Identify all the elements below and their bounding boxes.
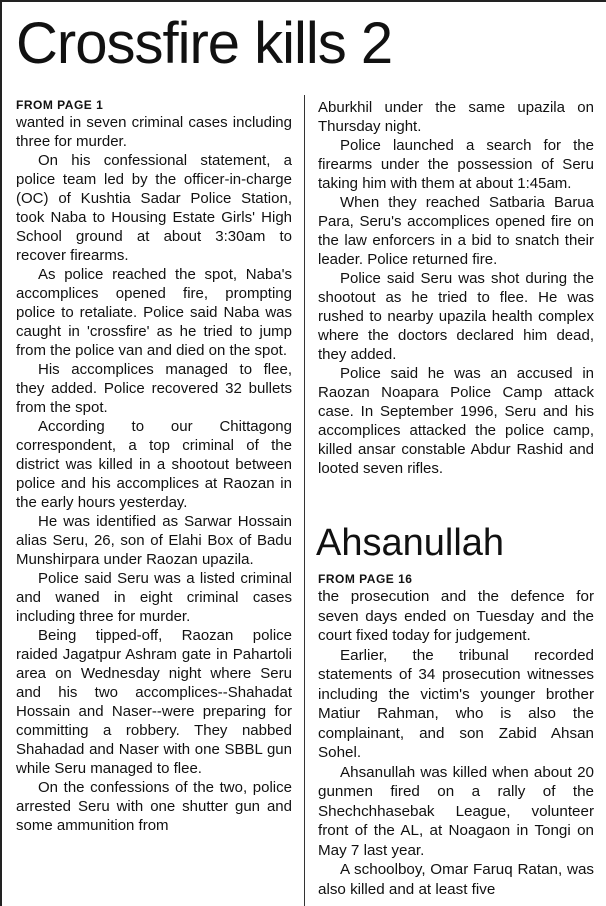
left-paragraph: Being tipped-off, Raozan police raided Jagatpur Ashram gate in Pahartoli area on Wednesday night where Seru and his two accomplices--Shahadat Hossain and Naser--were preparing for committing a robbery. They nabbed Shahadad and Naser with one SBBL gun while Seru managed to flee.	[16, 627, 292, 777]
main-headline: Crossfire kills 2	[16, 11, 393, 76]
right-paragraph: Police said Seru was shot during the shootout as he tried to flee. He was rushed to nearby upazila health complex where the doctors declared him dead, they added.	[318, 270, 594, 363]
column-divider	[304, 95, 305, 906]
right-paragraph: Aburkhil under the same upazila on Thursday night.	[318, 99, 594, 135]
right-paragraph: Police launched a search for the firearms under the possession of Seru taking him with them at about 1:45am.	[318, 137, 594, 192]
second-paragraph: A schoolboy, Omar Faruq Ratan, was also killed and at least five	[318, 861, 594, 898]
second-paragraph: Ahsanullah was killed when about 20 gunmen fired on a rally of the Shechchhasebak League, volunteer front of the AL, at Noagaon in Tongi on May 7 last year.	[318, 763, 594, 859]
left-paragraph: His accomplices managed to flee, they added. Police recovered 32 bullets from the spot.	[16, 361, 292, 416]
left-paragraph: As police reached the spot, Naba's accomplices opened fire, prompting police to retaliate. Police said Naba was caught in 'crossfire' as he tried to jump from the police van and died on the spot.	[16, 266, 292, 359]
left-paragraph: wanted in seven criminal cases including three for murder.	[16, 114, 292, 150]
second-paragraph: Earlier, the tribunal recorded statements of 34 prosecution witnesses including the victim's younger brother Matiur Rahman, who is also the complainant, and son Zabid Ahsan Sohel.	[318, 646, 594, 761]
right-column-continuation	[318, 98, 594, 478]
left-paragraph: On the confessions of the two, police arrested Seru with one shutter gun and some ammunition from	[16, 779, 292, 834]
left-paragraph: According to our Chittagong correspondent, a top criminal of the district was killed in a shootout between police and his accomplices at Raozan in the early hours yesterday.	[16, 418, 292, 511]
left-kicker: FROM PAGE 1	[16, 98, 104, 112]
second-kicker: FROM PAGE 16	[318, 572, 413, 586]
second-headline: Ahsanullah	[316, 522, 505, 564]
right-paragraph: When they reached Satbaria Barua Para, Seru's accomplices opened fire on the law enforcers in a bid to snatch their leader. Police returned fire.	[318, 194, 594, 268]
second-story-body	[318, 571, 594, 899]
left-column	[16, 97, 292, 835]
left-paragraph: He was identified as Sarwar Hossain alias Seru, 26, son of Elahi Box of Badu Munshirpara under Raozan upazila.	[16, 513, 292, 568]
right-paragraph: Police said he was an accused in Raozan Noapara Police Camp attack case. In September 1996, Seru and his accomplices attacked the police camp, killed ansar constable Abdur Rashid and looted seven rifles.	[318, 365, 594, 477]
page-border-left	[0, 0, 2, 906]
left-paragraph: On his confessional statement, a police team led by the officer-in-charge (OC) of Kushtia Sadar Police Station, took Naba to Housing Estate Girls' High School ground at about 3:30am to recover firearms.	[16, 152, 292, 264]
left-paragraph: Police said Seru was a listed criminal and waned in eight criminal cases including three for murder.	[16, 570, 292, 625]
second-paragraph: the prosecution and the defence for seven days ended on Tuesday and the court fixed today for judgement.	[318, 588, 594, 644]
